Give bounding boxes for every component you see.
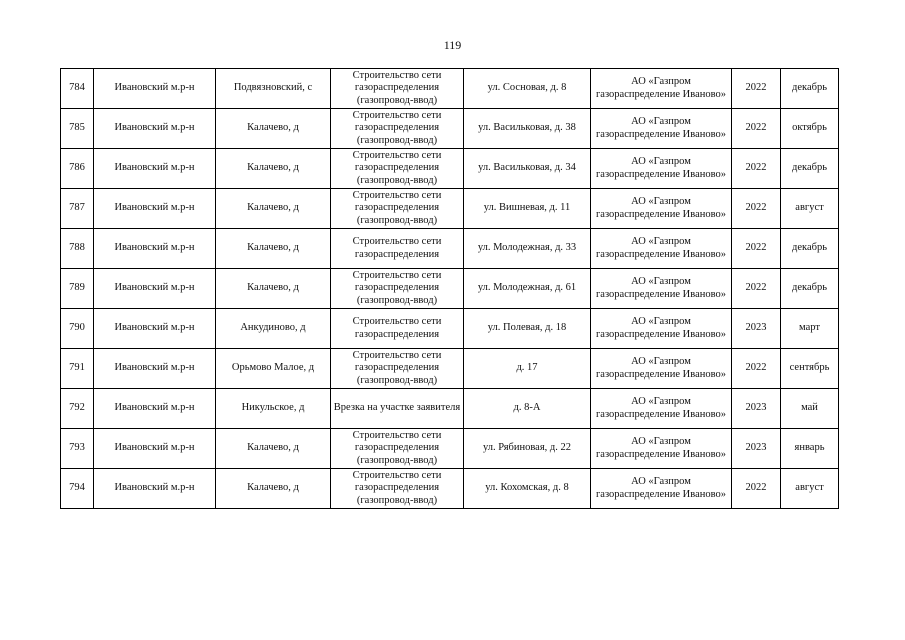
month-cell: декабрь [781,269,839,309]
work-type-cell: Строительство сети газораспределения (газопровод-ввод) [331,149,464,189]
organization-cell: АО «Газпром газораспределение Иваново» [591,109,732,149]
address-cell: ул. Молодежная, д. 33 [464,229,591,269]
row-number-cell: 786 [61,149,94,189]
month-cell: декабрь [781,69,839,109]
work-type-cell: Строительство сети газораспределения (газопровод-ввод) [331,349,464,389]
table-row [61,349,839,389]
organization-cell: АО «Газпром газораспределение Иваново» [591,389,732,429]
work-type-cell: Строительство сети газораспределения (газопровод-ввод) [331,469,464,509]
table-row [61,229,839,269]
month-cell: декабрь [781,149,839,189]
page-number: 119 [443,38,462,52]
work-type-cell: Строительство сети газораспределения (газопровод-ввод) [331,109,464,149]
gas-works-table [60,68,839,509]
district-cell: Ивановский м.р-н [94,229,216,269]
year-cell: 2022 [732,189,781,229]
table-row [61,309,839,349]
year-cell: 2022 [732,349,781,389]
month-cell: сентябрь [781,349,839,389]
row-number-cell: 784 [61,69,94,109]
row-number-cell: 787 [61,189,94,229]
work-type-cell: Строительство сети газораспределения (газопровод-ввод) [331,69,464,109]
organization-cell: АО «Газпром газораспределение Иваново» [591,189,732,229]
district-cell: Ивановский м.р-н [94,109,216,149]
organization-cell: АО «Газпром газораспределение Иваново» [591,429,732,469]
organization-cell: АО «Газпром газораспределение Иваново» [591,309,732,349]
year-cell: 2022 [732,469,781,509]
district-cell: Ивановский м.р-н [94,189,216,229]
locality-cell: Калачево, д [216,109,331,149]
row-number-cell: 792 [61,389,94,429]
district-cell: Ивановский м.р-н [94,429,216,469]
address-cell: ул. Рябиновая, д. 22 [464,429,591,469]
month-cell: март [781,309,839,349]
address-cell: д. 17 [464,349,591,389]
year-cell: 2023 [732,309,781,349]
table-row [61,69,839,109]
organization-cell: АО «Газпром газораспределение Иваново» [591,229,732,269]
locality-cell: Никульское, д [216,389,331,429]
work-type-cell: Строительство сети газораспределения (газопровод-ввод) [331,429,464,469]
locality-cell: Анкудиново, д [216,309,331,349]
locality-cell: Калачево, д [216,149,331,189]
row-number-cell: 790 [61,309,94,349]
organization-cell: АО «Газпром газораспределение Иваново» [591,69,732,109]
address-cell: ул. Вишневая, д. 11 [464,189,591,229]
month-cell: август [781,469,839,509]
year-cell: 2023 [732,429,781,469]
address-cell: ул. Васильковая, д. 34 [464,149,591,189]
locality-cell: Калачево, д [216,229,331,269]
district-cell: Ивановский м.р-н [94,389,216,429]
locality-cell: Калачево, д [216,469,331,509]
address-cell: ул. Молодежная, д. 61 [464,269,591,309]
work-type-cell: Строительство сети газораспределения (газопровод-ввод) [331,189,464,229]
district-cell: Ивановский м.р-н [94,309,216,349]
work-type-cell: Врезка на участке заявителя [331,389,464,429]
month-cell: январь [781,429,839,469]
district-cell: Ивановский м.р-н [94,69,216,109]
row-number-cell: 789 [61,269,94,309]
month-cell: май [781,389,839,429]
district-cell: Ивановский м.р-н [94,149,216,189]
table-row [61,269,839,309]
year-cell: 2022 [732,109,781,149]
table-row [61,149,839,189]
district-cell: Ивановский м.р-н [94,269,216,309]
row-number-cell: 785 [61,109,94,149]
locality-cell: Калачево, д [216,269,331,309]
table-body [61,69,839,509]
address-cell: ул. Полевая, д. 18 [464,309,591,349]
organization-cell: АО «Газпром газораспределение Иваново» [591,349,732,389]
year-cell: 2022 [732,229,781,269]
row-number-cell: 793 [61,429,94,469]
table-row [61,469,839,509]
year-cell: 2022 [732,149,781,189]
table-row [61,189,839,229]
month-cell: август [781,189,839,229]
organization-cell: АО «Газпром газораспределение Иваново» [591,149,732,189]
work-type-cell: Строительство сети газораспределения [331,309,464,349]
year-cell: 2022 [732,69,781,109]
organization-cell: АО «Газпром газораспределение Иваново» [591,269,732,309]
address-cell: ул. Сосновая, д. 8 [464,69,591,109]
row-number-cell: 794 [61,469,94,509]
district-cell: Ивановский м.р-н [94,349,216,389]
work-type-cell: Строительство сети газораспределения (газопровод-ввод) [331,269,464,309]
address-cell: ул. Васильковая, д. 38 [464,109,591,149]
district-cell: Ивановский м.р-н [94,469,216,509]
locality-cell: Орьмово Малое, д [216,349,331,389]
table-row [61,109,839,149]
locality-cell: Подвязновский, с [216,69,331,109]
month-cell: декабрь [781,229,839,269]
organization-cell: АО «Газпром газораспределение Иваново» [591,469,732,509]
work-type-cell: Строительство сети газораспределения [331,229,464,269]
locality-cell: Калачево, д [216,189,331,229]
row-number-cell: 788 [61,229,94,269]
year-cell: 2022 [732,269,781,309]
locality-cell: Калачево, д [216,429,331,469]
year-cell: 2023 [732,389,781,429]
month-cell: октябрь [781,109,839,149]
table-row [61,389,839,429]
table-row [61,429,839,469]
address-cell: ул. Кохомская, д. 8 [464,469,591,509]
address-cell: д. 8-А [464,389,591,429]
row-number-cell: 791 [61,349,94,389]
